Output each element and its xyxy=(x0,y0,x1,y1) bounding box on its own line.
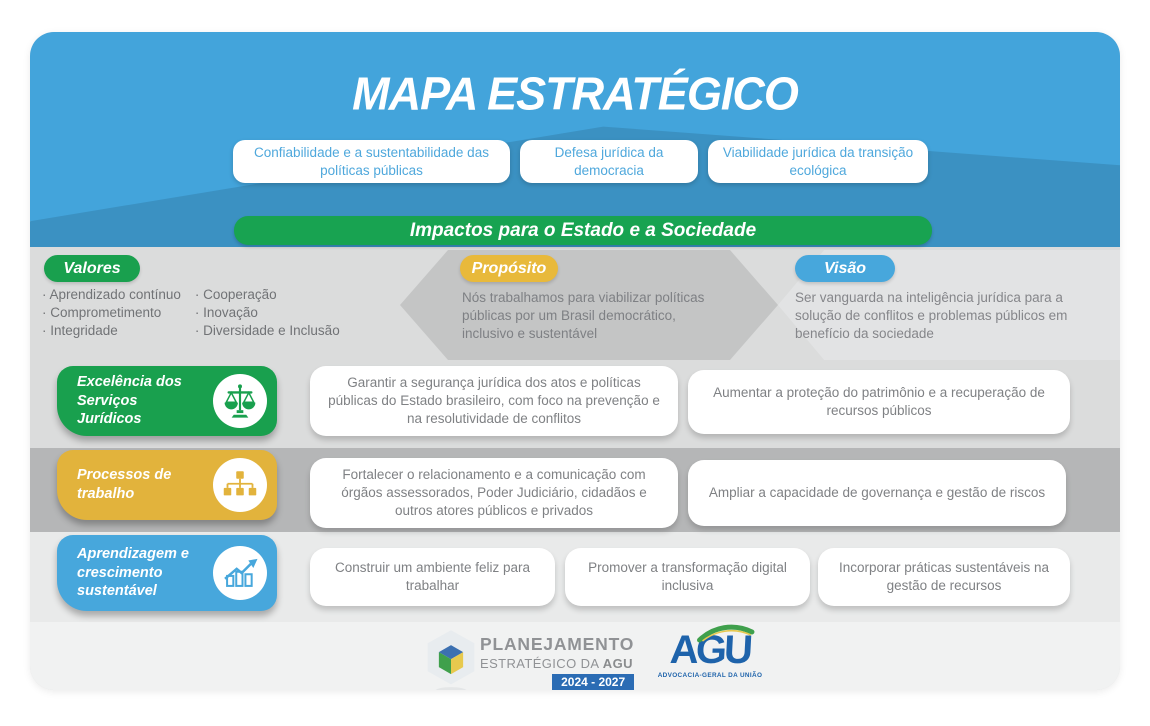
goal-box xyxy=(310,548,555,606)
goal-text: Construir um ambiente feliz para trabalhar xyxy=(334,559,531,593)
perspective-excelencia xyxy=(57,366,277,436)
agu-logo xyxy=(650,630,770,679)
page-title: MAPA ESTRATÉGICO xyxy=(352,66,798,120)
valores-item: · Cooperação xyxy=(195,286,340,304)
impact-banner: Impactos para o Estado e a Sociedade xyxy=(234,216,932,245)
proposito-tag: Propósito xyxy=(460,255,558,282)
growth-chart-icon xyxy=(213,546,267,600)
impact-pill-label: Defesa jurídica da democracia xyxy=(554,144,664,178)
perspective-aprendizagem xyxy=(57,535,277,611)
visao-tag: Visão xyxy=(795,255,895,282)
goal-text: Incorporar práticas sustentáveis na gestão de recursos xyxy=(838,559,1050,593)
valores-item: · Diversidade e Inclusão xyxy=(195,322,340,340)
strategic-map-card xyxy=(30,32,1120,690)
valores-list xyxy=(42,286,340,340)
goal-text: Promover a transformação digital inclusiva xyxy=(588,559,787,593)
goal-box xyxy=(688,370,1070,434)
impact-pill-viabilidade xyxy=(708,140,928,183)
planejamento-cube-icon xyxy=(423,626,479,690)
planejamento-subtitle: ESTRATÉGICO DA AGU xyxy=(480,656,633,671)
agu-swoosh-icon xyxy=(696,623,755,643)
planejamento-logo xyxy=(480,634,634,690)
scales-of-justice-icon xyxy=(213,374,267,428)
goal-box xyxy=(818,548,1070,606)
valores-tag: Valores xyxy=(44,255,140,282)
proposito-text: Nós trabalhamos para viabilizar políticas públicas por um Brasil democrático, inclusivo e sustentável xyxy=(462,290,705,341)
valores-item: · Integridade xyxy=(42,322,181,340)
perspective-label: Aprendizagem e crescimento sustentável xyxy=(77,546,189,600)
perspective-label: Excelência dos Serviços Jurídicos xyxy=(77,374,182,428)
valores-item: · Aprendizado contínuo xyxy=(42,286,181,304)
goal-box xyxy=(688,460,1066,526)
goal-text: Aumentar a proteção do patrimônio e a recuperação de recursos públicos xyxy=(713,384,1045,418)
agu-acronym: AGU xyxy=(669,630,751,670)
visao-text: Ser vanguarda na inteligência jurídica para a solução de conflitos e problemas públicos em benefício da sociedade xyxy=(795,290,1068,341)
org-chart-icon xyxy=(213,458,267,512)
goal-box xyxy=(310,366,678,436)
impact-pill-label: Confiabilidade e a sustentabilidade das políticas públicas xyxy=(254,144,489,178)
period-badge: 2024 - 2027 xyxy=(552,674,634,690)
agu-full-name: ADVOCACIA-GERAL DA UNIÃO xyxy=(657,672,763,679)
goal-text: Fortalecer o relacionamento e a comunicação com órgãos assessorados, Poder Judiciário, cidadãos e outros atores públicos e privados xyxy=(341,466,647,519)
valores-item: · Inovação xyxy=(195,304,340,322)
goal-text: Ampliar a capacidade de governança e gestão de riscos xyxy=(708,484,1046,500)
valores-item: · Comprometimento xyxy=(42,304,181,322)
impact-pill-confiabilidade xyxy=(233,140,510,183)
goal-box xyxy=(310,458,678,528)
impact-pill-label: Viabilidade jurídica da transição ecológica xyxy=(722,144,914,178)
goal-box xyxy=(565,548,810,606)
planejamento-title: PLANEJAMENTO xyxy=(480,634,635,654)
perspective-processos xyxy=(57,450,277,520)
goal-text: Garantir a segurança jurídica dos atos e políticas públicas do Estado brasileiro, com foco na prevenção e na resolutividade de conflitos xyxy=(328,374,660,427)
perspective-label: Processos de trabalho xyxy=(77,467,172,502)
impact-pill-defesa xyxy=(520,140,698,183)
